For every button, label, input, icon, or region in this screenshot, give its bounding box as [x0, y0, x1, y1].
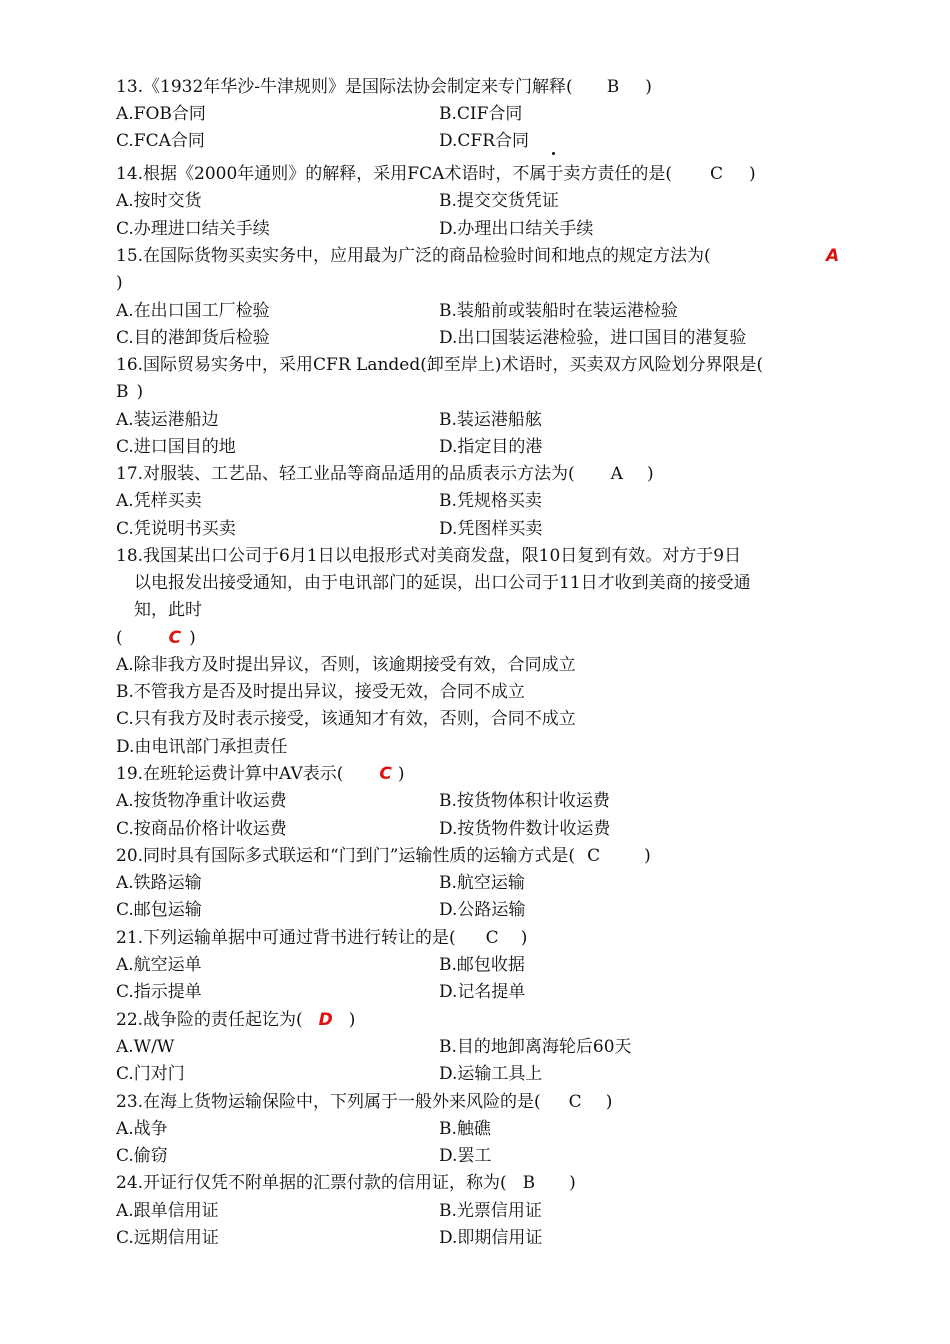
question-13-option-c: C.FCA合同 [116, 131, 205, 151]
question-17-option-c: C.凭说明书买卖 [116, 519, 236, 539]
question-14-option-b: B.提交交货凭证 [439, 191, 559, 211]
question-15-option-c: C.目的港卸货后检验 [116, 328, 270, 348]
question-24-option-b: B.光票信用证 [439, 1201, 542, 1221]
question-14-option-d: D.办理出口结关手续 [439, 219, 594, 239]
question-15-option-a: A.在出口国工厂检验 [116, 301, 270, 321]
question-16-option-d: D.指定目的港 [439, 437, 543, 457]
question-24-option-a: A.跟单信用证 [116, 1201, 219, 1221]
question-20-stem: 20.同时具有国际多式联运和“门到门”运输性质的运输方式是( C ) [116, 846, 651, 866]
question-22-stem: 22.战争险的责任起讫为( D ) [116, 1010, 356, 1030]
emphasis-dot [552, 152, 555, 155]
question-14-answer: C [710, 164, 724, 184]
question-23-answer: C [568, 1092, 582, 1112]
question-21-answer: C [485, 928, 499, 948]
question-23-option-b: B.触礁 [439, 1119, 491, 1139]
question-21-stem: 21.下列运输单据中可通过背书进行转让的是( C ) [116, 928, 528, 948]
question-13-option-b: B.CIF合同 [439, 104, 523, 124]
question-16-answer: B [116, 382, 129, 402]
question-17-stem: 17.对服装、工艺品、轻工业品等商品适用的品质表示方法为( A ) [116, 464, 654, 484]
question-17-option-d: D.凭图样买卖 [439, 519, 543, 539]
question-13-answer: B [606, 77, 620, 97]
question-18-option-a: A.除非我方及时提出异议，否则，该逾期接受有效，合同成立 [116, 655, 576, 675]
question-18-option-b: B.不管我方是否及时提出异议，接受无效，合同不成立 [116, 682, 525, 702]
question-24-answer: B [522, 1173, 536, 1193]
question-18-option-c: C.只有我方及时表示接受，该通知才有效，否则，合同不成立 [116, 709, 576, 729]
question-18-stem-line-3: 知，此时 [134, 600, 202, 620]
question-17-option-b: B.凭规格买卖 [439, 491, 542, 511]
question-22-option-d: D.运输工具上 [439, 1064, 543, 1084]
question-15-option-d: D.出口国装运港检验，进口国目的港复验 [439, 328, 747, 348]
question-22-option-a: A.W/W [116, 1037, 175, 1057]
question-16-stem: 16.国际贸易实务中，采用CFR Landed(卸至岸上)术语时，买卖双方风险划分界限是( [116, 355, 764, 375]
question-16-option-b: B.装运港船舷 [439, 410, 542, 430]
question-19-stem: 19.在班轮运费计算中AV表示( C ) [116, 764, 405, 784]
question-20-option-a: A.铁路运输 [116, 873, 202, 893]
question-24-option-d: D.即期信用证 [439, 1228, 543, 1248]
question-13-option-a: A.FOB合同 [116, 104, 206, 124]
question-19-option-d: D.按货物件数计收运费 [439, 819, 611, 839]
question-14-option-a: A.按时交货 [116, 191, 202, 211]
question-24-stem: 24.开证行仅凭不附单据的汇票付款的信用证，称为( B ) [116, 1173, 576, 1193]
question-18-answer-line: ( C ) [116, 628, 196, 648]
question-21-option-c: C.指示提单 [116, 982, 202, 1002]
question-18-stem-line-1: 18.我国某出口公司于6月1日以电报形式对美商发盘，限10日复到有效。对方于9日 [116, 546, 742, 566]
question-14-stem: 14.根据《2000年通则》的解释，采用FCA术语时，不属于卖方责任的是( C ) [116, 164, 756, 184]
question-15-answer: A [826, 246, 840, 266]
question-16-option-a: A.装运港船边 [116, 410, 219, 430]
question-19-answer: C [379, 764, 392, 784]
question-20-answer: C [587, 846, 601, 866]
question-23-option-a: A.战争 [116, 1119, 168, 1139]
question-24-option-c: C.远期信用证 [116, 1228, 219, 1248]
question-23-option-c: C.偷窃 [116, 1146, 168, 1166]
question-19-option-a: A.按货物净重计收运费 [116, 791, 287, 811]
question-22-option-c: C.门对门 [116, 1064, 185, 1084]
question-16-option-c: C.进口国目的地 [116, 437, 236, 457]
question-22-option-b: B.目的地卸离海轮后60天 [439, 1037, 632, 1057]
question-17-option-a: A.凭样买卖 [116, 491, 202, 511]
question-21-option-b: B.邮包收据 [439, 955, 525, 975]
question-20-option-b: B.航空运输 [439, 873, 525, 893]
question-18-stem-line-2: 以电报发出接受通知，由于电讯部门的延误，出口公司于11日才收到美商的接受通 [134, 573, 751, 593]
question-20-option-c: C.邮包运输 [116, 900, 202, 920]
question-22-answer: D [318, 1010, 333, 1030]
question-18-answer: C [168, 628, 182, 648]
question-15-stem: 15.在国际货物买卖实务中，应用最为广泛的商品检验时间和地点的规定方法为( [116, 246, 711, 266]
question-15-option-b: B.装船前或装船时在装运港检验 [439, 301, 678, 321]
question-17-answer: A [610, 464, 623, 484]
question-20-option-d: D.公路运输 [439, 900, 526, 920]
question-15-close: ) [116, 273, 123, 293]
question-19-option-b: B.按货物体积计收运费 [439, 791, 610, 811]
question-18-option-d: D.由电讯部门承担责任 [116, 737, 288, 757]
question-23-option-d: D.罢工 [439, 1146, 492, 1166]
question-21-option-a: A.航空运单 [116, 955, 202, 975]
question-19-option-c: C.按商品价格计收运费 [116, 819, 287, 839]
question-16-answer-line: B ) [116, 382, 144, 402]
question-14-option-c: C.办理进口结关手续 [116, 219, 270, 239]
question-23-stem: 23.在海上货物运输保险中，下列属于一般外来风险的是( C ) [116, 1092, 613, 1112]
question-13-stem: 13.《1932年华沙-牛津规则》是国际法协会制定来专门解释( B ) [116, 77, 652, 97]
question-21-option-d: D.记名提单 [439, 982, 526, 1002]
question-13-option-d: D.CFR合同 [439, 131, 530, 151]
